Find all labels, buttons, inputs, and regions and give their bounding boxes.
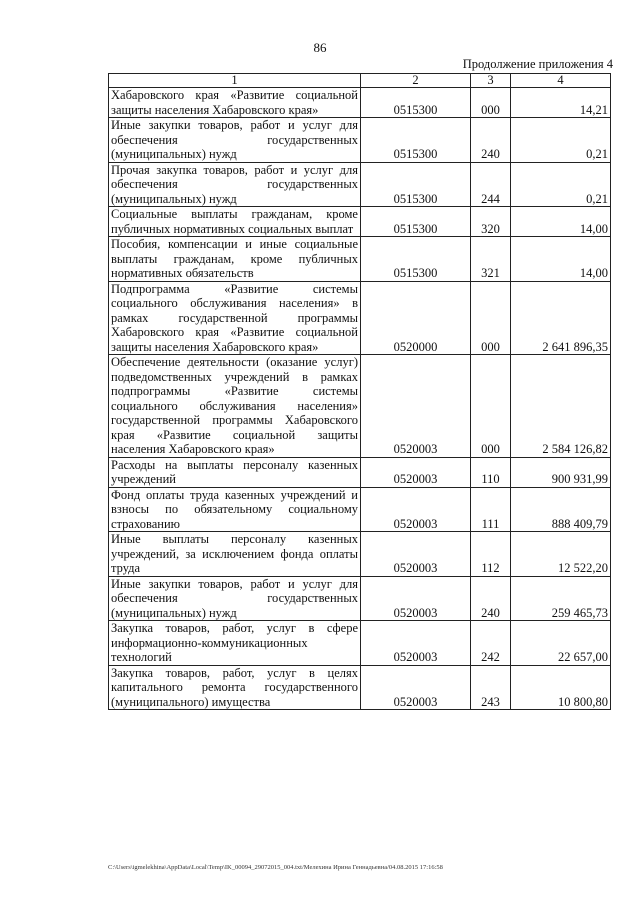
- table-row: [109, 118, 611, 163]
- row-kind: 000: [471, 281, 511, 355]
- row-name: Подпрограмма «Развитие системы социального обслуживания населения» в рамках государственной программы Хабаровского края «Развитие социальной защиты населения Хабаровского края»: [109, 281, 361, 355]
- row-kind: 321: [471, 237, 511, 282]
- row-code: 0520003: [361, 532, 471, 577]
- row-code: 0520003: [361, 665, 471, 710]
- row-kind: 244: [471, 162, 511, 207]
- table-row: [109, 532, 611, 577]
- row-code: 0515300: [361, 237, 471, 282]
- row-code: 0515300: [361, 207, 471, 237]
- table-row: [109, 207, 611, 237]
- row-kind: 320: [471, 207, 511, 237]
- row-name: Хабаровского края «Развитие социальной защиты населения Хабаровского края»: [109, 88, 361, 118]
- row-name: Закупка товаров, работ, услуг в сфере информационно-коммуникационных технологий: [109, 621, 361, 666]
- row-kind: 111: [471, 487, 511, 532]
- row-kind: 243: [471, 665, 511, 710]
- row-code: 0515300: [361, 118, 471, 163]
- table-row: [109, 665, 611, 710]
- row-name: Иные закупки товаров, работ и услуг для обеспечения государственных (муниципальных) нужд: [109, 118, 361, 163]
- row-amount: 2 641 896,35: [511, 281, 611, 355]
- row-code: 0520000: [361, 281, 471, 355]
- row-kind: 000: [471, 88, 511, 118]
- row-name: Закупка товаров, работ, услуг в целях капитального ремонта государственного (муниципального) имущества: [109, 665, 361, 710]
- footer-file-path: C:\Users\igmelekhina\AppData\Local\Temp\IK_00094_29072015_004.txt/Мелехина Ирина Геннадьевна/04.08.2015 17:16:58: [108, 864, 443, 871]
- row-code: 0520003: [361, 621, 471, 666]
- row-amount: 14,00: [511, 207, 611, 237]
- row-name: Иные закупки товаров, работ и услуг для обеспечения государственных (муниципальных) нужд: [109, 576, 361, 621]
- appendix-table: [108, 73, 611, 710]
- row-kind: 000: [471, 355, 511, 458]
- column-header-code: 2: [361, 74, 471, 88]
- column-header-name: 1: [109, 74, 361, 88]
- row-amount: 0,21: [511, 118, 611, 163]
- table-row: [109, 355, 611, 458]
- row-code: 0520003: [361, 457, 471, 487]
- table-row: [109, 621, 611, 666]
- column-header-amount: 4: [511, 74, 611, 88]
- row-name: Фонд оплаты труда казенных учреждений и взносы по обязательному социальному страхованию: [109, 487, 361, 532]
- row-kind: 242: [471, 621, 511, 666]
- row-code: 0520003: [361, 576, 471, 621]
- row-kind: 110: [471, 457, 511, 487]
- continuation-caption: Продолжение приложения 4: [462, 57, 613, 71]
- row-amount: 14,00: [511, 237, 611, 282]
- row-name: Социальные выплаты гражданам, кроме публичных нормативных социальных выплат: [109, 207, 361, 237]
- row-amount: 0,21: [511, 162, 611, 207]
- row-name: Пособия, компенсации и иные социальные выплаты гражданам, кроме публичных нормативных обязательств: [109, 237, 361, 282]
- row-amount: 900 931,99: [511, 457, 611, 487]
- table-header-row: [109, 74, 611, 88]
- table-row: [109, 457, 611, 487]
- row-amount: 888 409,79: [511, 487, 611, 532]
- row-amount: 14,21: [511, 88, 611, 118]
- row-code: 0515300: [361, 88, 471, 118]
- row-amount: 22 657,00: [511, 621, 611, 666]
- column-header-kind: 3: [471, 74, 511, 88]
- table-row: [109, 281, 611, 355]
- row-code: 0520003: [361, 355, 471, 458]
- table-row: [109, 576, 611, 621]
- row-kind: 112: [471, 532, 511, 577]
- table-row: [109, 162, 611, 207]
- row-name: Расходы на выплаты персоналу казенных учреждений: [109, 457, 361, 487]
- row-amount: 259 465,73: [511, 576, 611, 621]
- row-amount: 10 800,80: [511, 665, 611, 710]
- table-row: [109, 487, 611, 532]
- row-name: Иные выплаты персоналу казенных учреждений, за исключением фонда оплаты труда: [109, 532, 361, 577]
- page-number: 86: [313, 40, 327, 55]
- row-amount: 12 522,20: [511, 532, 611, 577]
- row-code: 0520003: [361, 487, 471, 532]
- row-code: 0515300: [361, 162, 471, 207]
- row-name: Обеспечение деятельности (оказание услуг) подведомственных учреждений в рамках подпрограммы «Развитие системы социального обслуживания населения» государственной программы Хабаровского края «Развитие социальной защиты населения Хабаровского края»: [109, 355, 361, 458]
- row-amount: 2 584 126,82: [511, 355, 611, 458]
- table-row: [109, 88, 611, 118]
- table-row: [109, 237, 611, 282]
- row-name: Прочая закупка товаров, работ и услуг для обеспечения государственных (муниципальных) нужд: [109, 162, 361, 207]
- row-kind: 240: [471, 576, 511, 621]
- row-kind: 240: [471, 118, 511, 163]
